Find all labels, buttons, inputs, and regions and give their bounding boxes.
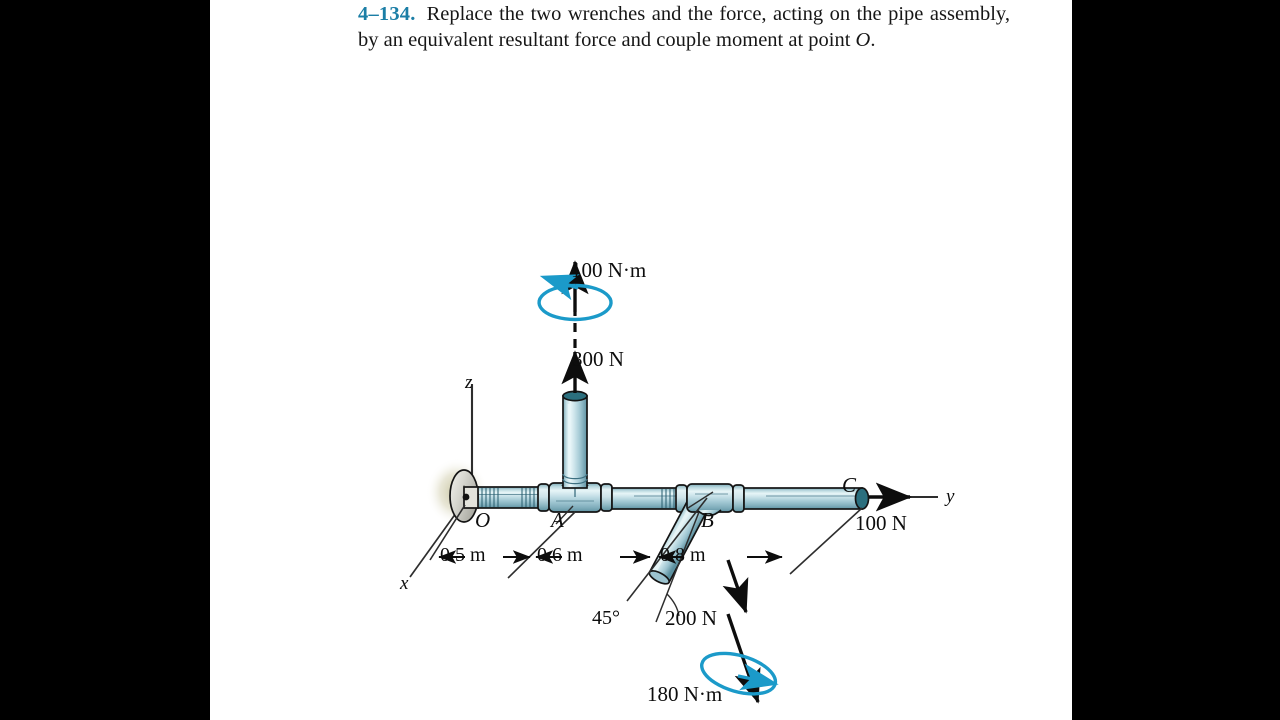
pipe-segment-ab <box>612 488 684 509</box>
problem-number: 4–134. <box>358 3 416 25</box>
pipe-collar-a-right <box>601 484 612 511</box>
point-label-b: B <box>701 508 714 532</box>
dimension-extension-lines <box>430 498 862 601</box>
dimension-label-0-8m: 0.8 m <box>660 544 706 566</box>
axis-label-y: y <box>946 486 955 507</box>
axis-label-x: x <box>400 573 409 594</box>
force-200n <box>728 560 746 612</box>
load-label-300n: 300 N <box>572 347 624 371</box>
point-label-a: A <box>551 508 564 532</box>
problem-line-3-post: . <box>870 28 876 51</box>
pipe-collar-b-right <box>733 485 744 512</box>
problem-point-o: O <box>855 28 871 51</box>
load-label-100n: 100 N <box>855 511 907 535</box>
angle-label-45: 45° <box>592 607 620 629</box>
problem-line-2: on the pipe assembly, by an equivalent resultant force and <box>358 3 1010 51</box>
vertical-pipe-a <box>563 391 587 488</box>
point-label-c: C <box>842 473 857 497</box>
point-label-o: O <box>475 508 491 532</box>
pipe-end-cap-c <box>856 488 869 509</box>
dimension-label-0-6m: 0.6 m <box>537 544 583 566</box>
dimension-label-0-5m: 0.5 m <box>440 544 486 566</box>
pipe-collar-a-left <box>538 484 549 511</box>
problem-line-3-pre: couple moment at point <box>656 28 856 51</box>
pipe-assembly-figure <box>210 0 1072 720</box>
textbook-page <box>210 0 1072 720</box>
load-label-100nm: 100 N·m <box>571 258 647 282</box>
point-o-marker <box>463 494 470 501</box>
axis-label-z: z <box>465 372 473 393</box>
flange-o <box>450 470 478 522</box>
load-label-180nm: 180 N·m <box>647 682 723 706</box>
problem-line-1: Replace the two wrenches and the force, acting <box>426 3 824 25</box>
load-label-200n: 200 N <box>665 606 717 630</box>
